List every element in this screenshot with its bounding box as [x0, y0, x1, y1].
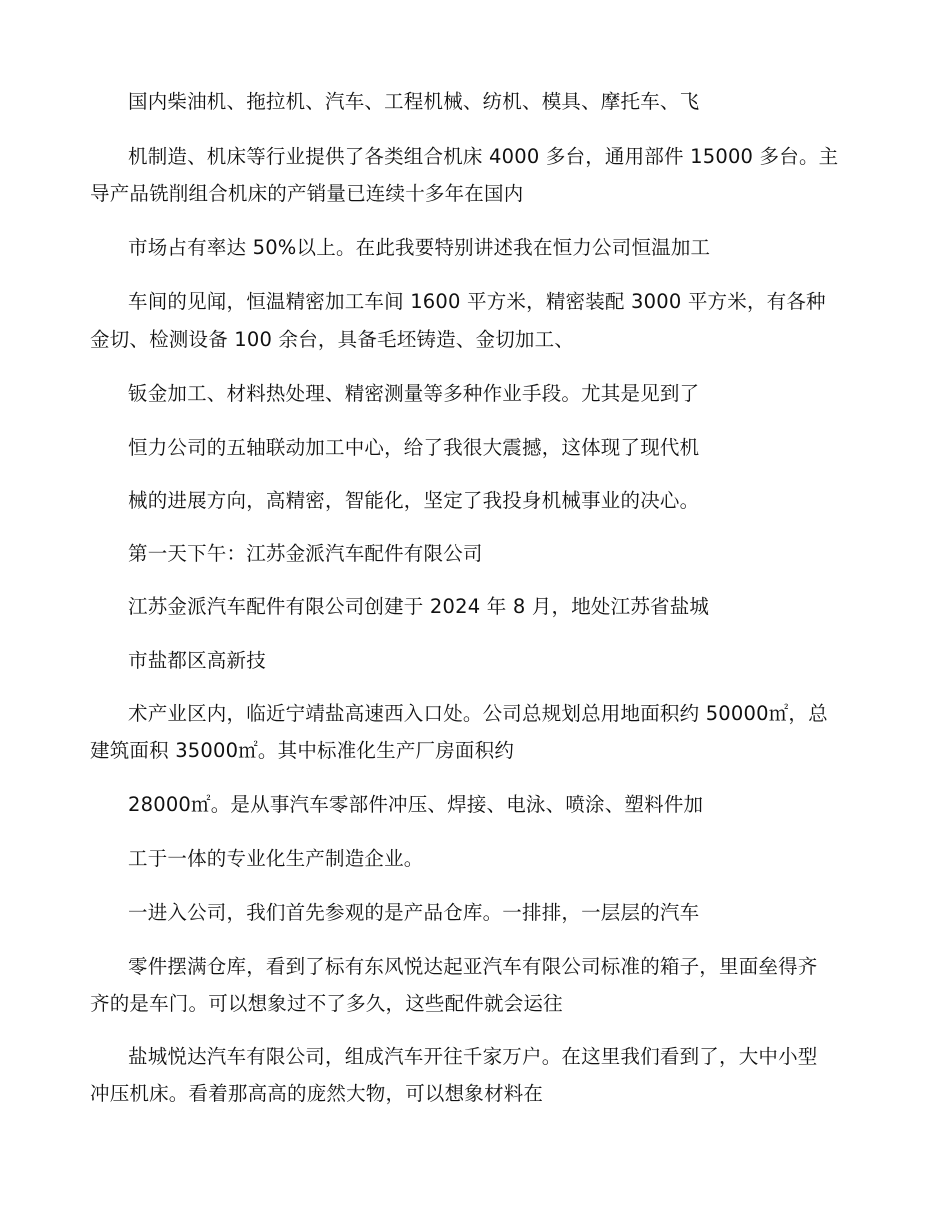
paragraph-line: 车间的见闻，恒温精密加工车间 1600 平方米，精密装配 3000 平方米，有各种	[128, 290, 826, 313]
section-heading: 第一天下午：江苏金派汽车配件有限公司	[128, 542, 483, 565]
paragraph-line: 恒力公司的五轴联动加工中心，给了我很大震撼，这体现了现代机	[128, 436, 700, 459]
paragraph-line: 冲压机床。看着那高高的庞然大物，可以想象材料在	[90, 1082, 544, 1105]
paragraph-line: 市场占有率达 50%以上。在此我要特别讲述我在恒力公司恒温加工	[128, 236, 711, 259]
paragraph-line: 建筑面积 35000㎡。其中标准化生产厂房面积约	[90, 739, 515, 762]
paragraph-line: 钣金加工、材料热处理、精密测量等多种作业手段。尤其是见到了	[128, 382, 700, 405]
paragraph-line: 江苏金派汽车配件有限公司创建于 2024 年 8 月，地处江苏省盐城	[128, 595, 710, 618]
paragraph-line: 齐的是车门。可以想象过不了多久，这些配件就会运往	[90, 992, 563, 1015]
paragraph-line: 机制造、机床等行业提供了各类组合机床 4000 多台，通用部件 15000 多台。主	[128, 145, 839, 168]
paragraph-line: 导产品铣削组合机床的产销量已连续十多年在国内	[90, 182, 524, 205]
paragraph-line: 术产业区内，临近宁靖盐高速西入口处。公司总规划总用地面积约 50000㎡，总	[128, 702, 828, 725]
paragraph-line: 械的进展方向，高精密，智能化，坚定了我投身机械事业的决心。	[128, 489, 700, 512]
paragraph-line: 盐城悦达汽车有限公司，组成汽车开往千家万户。在这里我们看到了，大中小型	[128, 1045, 818, 1068]
paragraph-line: 一进入公司，我们首先参观的是产品仓库。一排排，一层层的汽车	[128, 901, 700, 924]
paragraph-line: 28000㎡。是从事汽车零部件冲压、焊接、电泳、喷涂、塑料件加	[128, 793, 704, 816]
paragraph-line: 国内柴油机、拖拉机、汽车、工程机械、纺机、模具、摩托车、飞	[128, 90, 700, 113]
paragraph-line: 零件摆满仓库，看到了标有东风悦达起亚汽车有限公司标准的箱子，里面垒得齐	[128, 955, 818, 978]
paragraph-line: 市盐都区高新技	[128, 649, 266, 672]
paragraph-line: 工于一体的专业化生产制造企业。	[128, 847, 424, 870]
paragraph-line: 金切、检测设备 100 余台，具备毛坯铸造、金切加工、	[90, 328, 575, 351]
